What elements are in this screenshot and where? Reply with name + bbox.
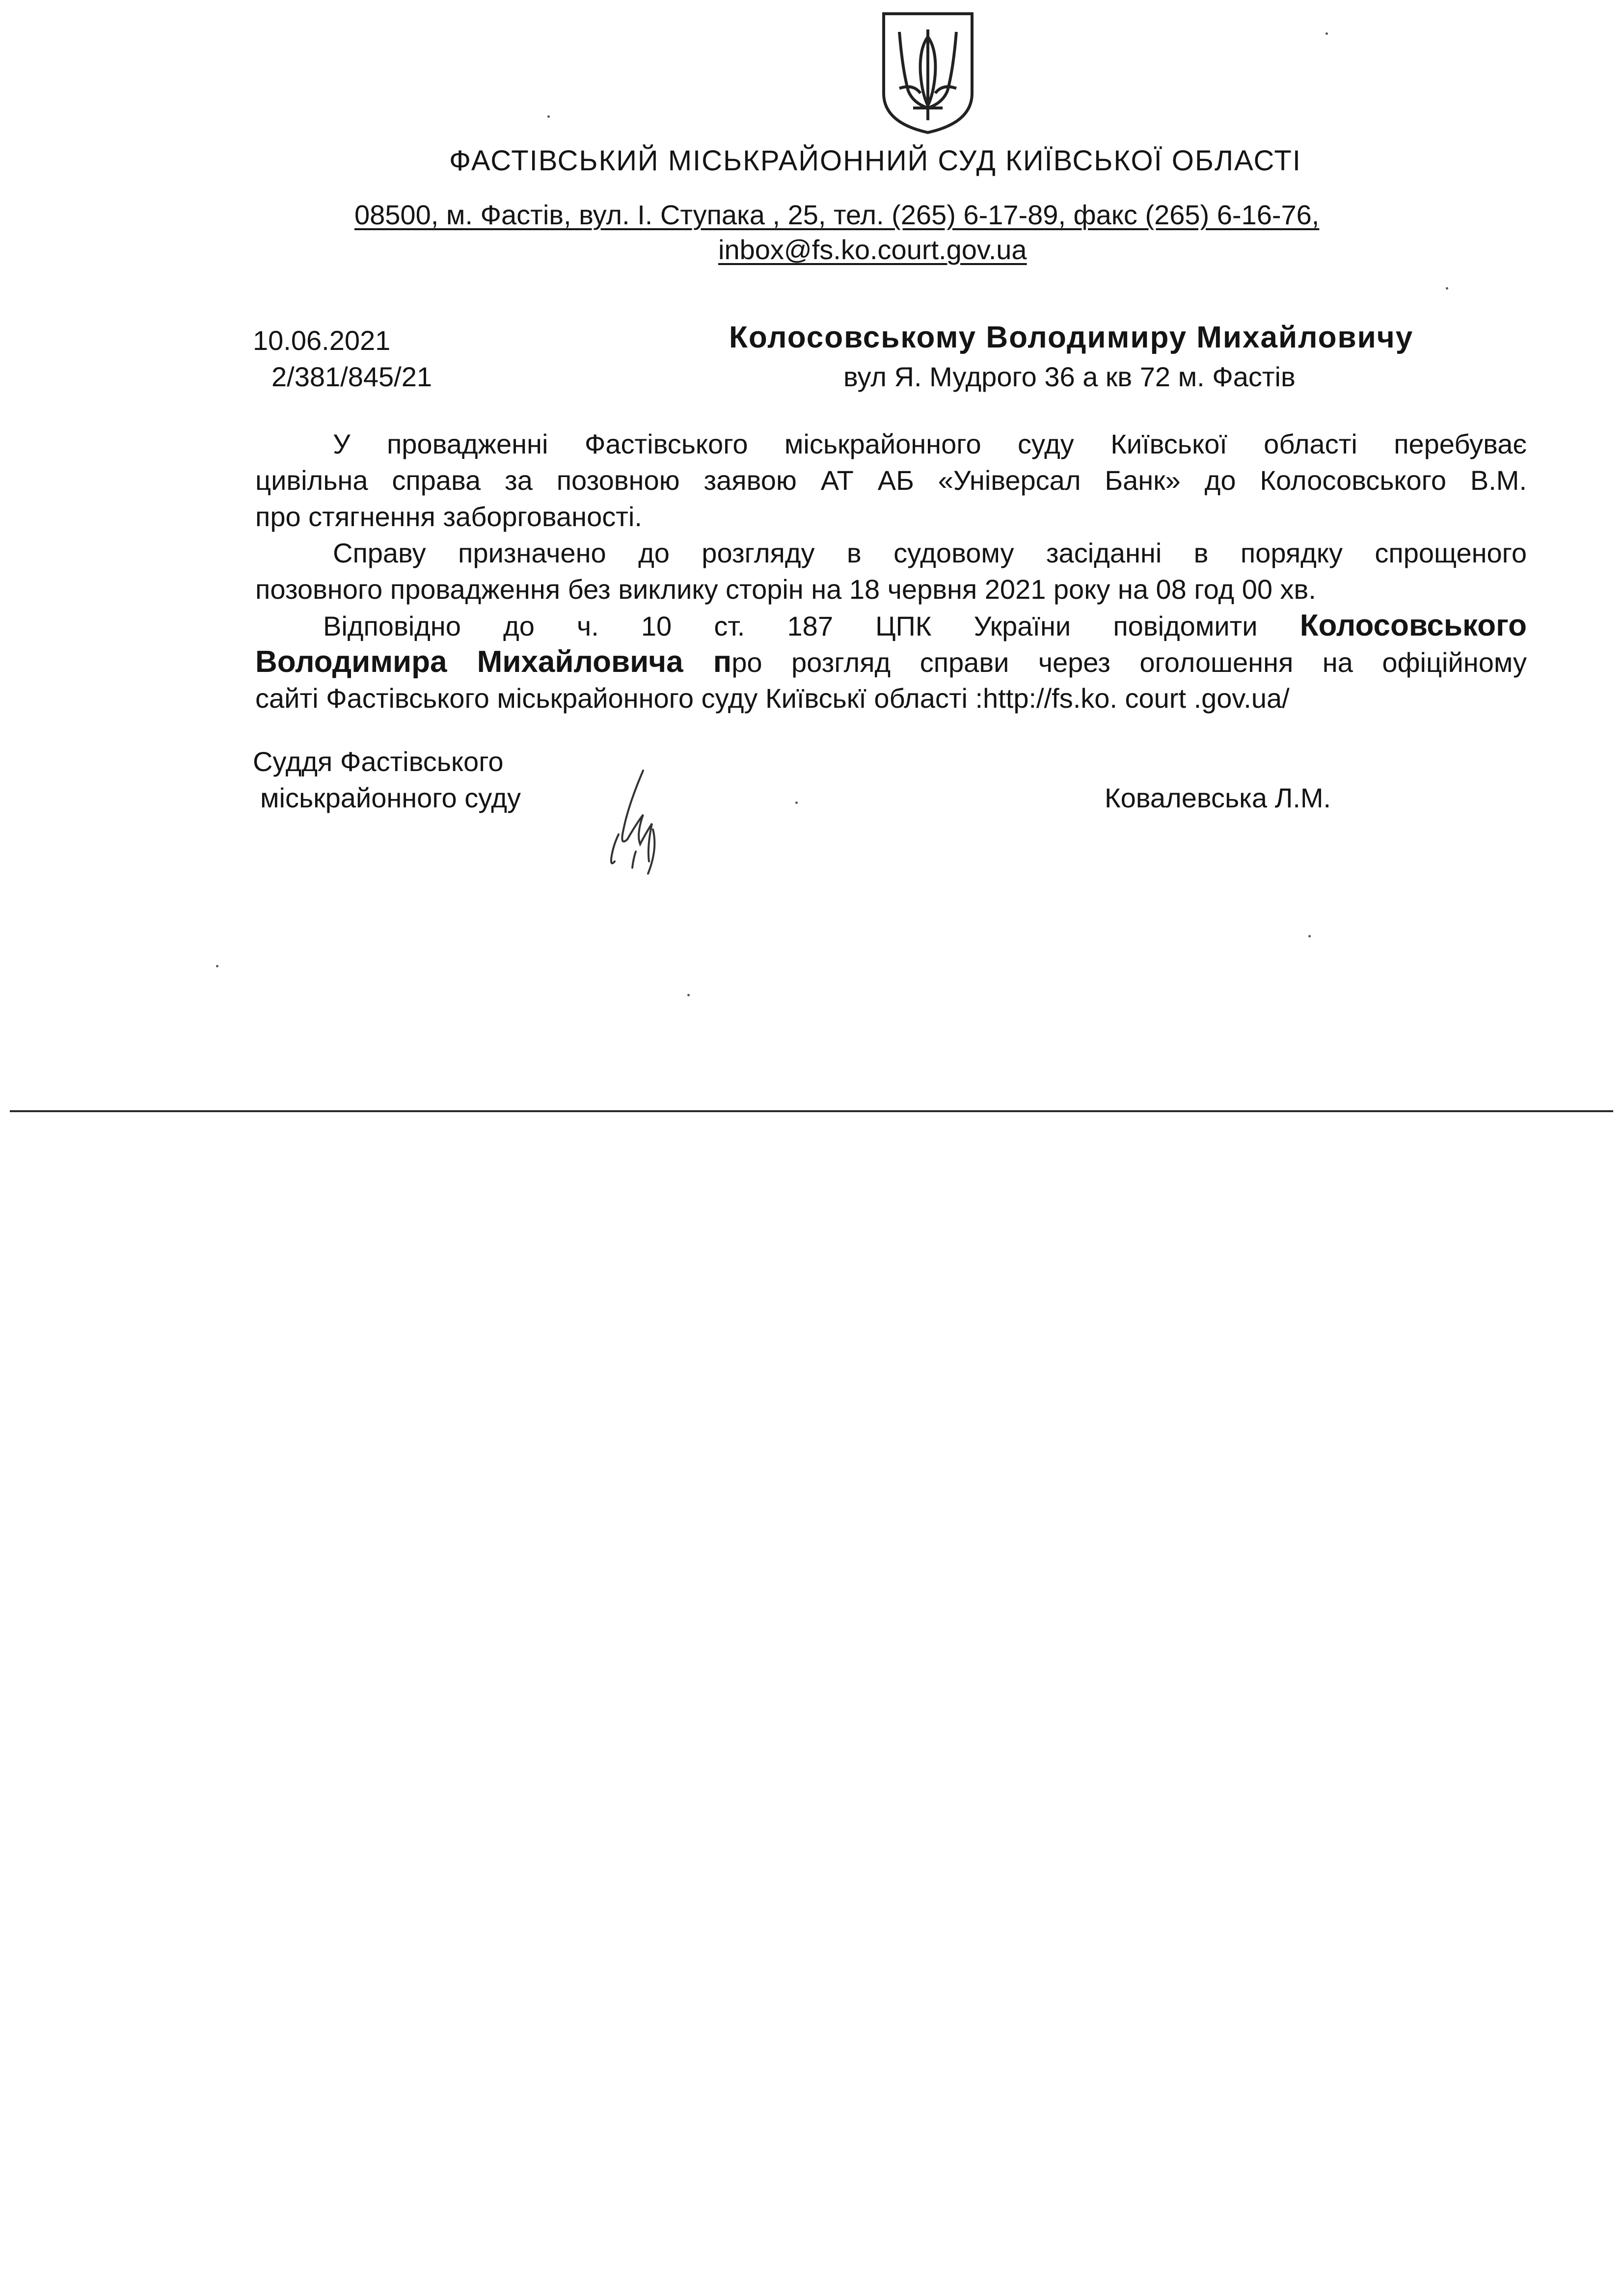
paragraph-3 (255, 608, 1527, 717)
scan-speck (795, 801, 798, 804)
recipient-address: вул Я. Мудрого 36 а кв 72 м. Фастів (843, 361, 1296, 392)
paragraph-line: про стягнення заборгованості. (255, 501, 642, 532)
paragraph-line: позовного провадження без виклику сторін на 18 червня 2021 року на 08 год 00 хв. (255, 574, 1316, 605)
scan-speck (687, 994, 690, 996)
paragraph-line (255, 644, 1527, 680)
recipient-name: Колосовському Володимиру Михайловичу (729, 320, 1414, 354)
defendant-surname: Колосовського (1299, 609, 1527, 642)
paragraph-line: Справу призначено до розгляду в судовому засіданні в порядку спрощеного (333, 537, 1527, 568)
paragraph-line: сайті Фастівського міськрайонного суду Київськї області :http://fs.ko. court .gov.ua/ (255, 683, 1290, 714)
reference-number: 2/381/845/21 (271, 361, 432, 392)
scan-speck (216, 965, 218, 967)
judge-name: Ковалевська Л.М. (1105, 782, 1331, 813)
notice-text: ро розгляд справи через оголошення на офіційному (731, 647, 1527, 678)
scan-speck (1446, 287, 1448, 290)
scan-speck (547, 115, 550, 118)
court-name: ФАСТІВСЬКИЙ МІСЬКРАЙОННИЙ СУД КИЇВСЬКОЇ ОБЛАСТІ (449, 145, 1301, 177)
judge-title-line1: Суддя Фастівського (253, 746, 504, 777)
scan-speck (1325, 32, 1328, 35)
court-email[interactable]: inbox@fs.ko.court.gov.ua (718, 234, 1027, 265)
paragraph-line (255, 608, 1527, 644)
paragraph-line: У провадженні Фастівського міськрайонного суду Київської області перебуває (333, 428, 1527, 459)
scan-speck (1308, 935, 1311, 937)
signature-icon (589, 761, 687, 883)
bottom-divider (10, 1110, 1613, 1112)
letter-date: 10.06.2021 (253, 325, 391, 356)
paragraph-line: цивільна справа за позовною заявою АТ АБ «Універсал Банк» до Колосовського В.М. (255, 465, 1527, 496)
defendant-name: Володимира Михайловича п (255, 645, 732, 679)
coat-of-arms-icon (879, 10, 977, 135)
court-address: 08500, м. Фастів, вул. І. Ступака , 25, тел. (265) 6-17-89, факс (265) 6-16-76, (354, 199, 1320, 230)
judge-title-line2: міськрайонного суду (260, 782, 521, 813)
paragraph-2 (255, 535, 1527, 608)
paragraph-1 (255, 426, 1527, 535)
notice-text: Відповідно до ч. 10 ст. 187 ЦПК України повідомити (323, 611, 1258, 641)
